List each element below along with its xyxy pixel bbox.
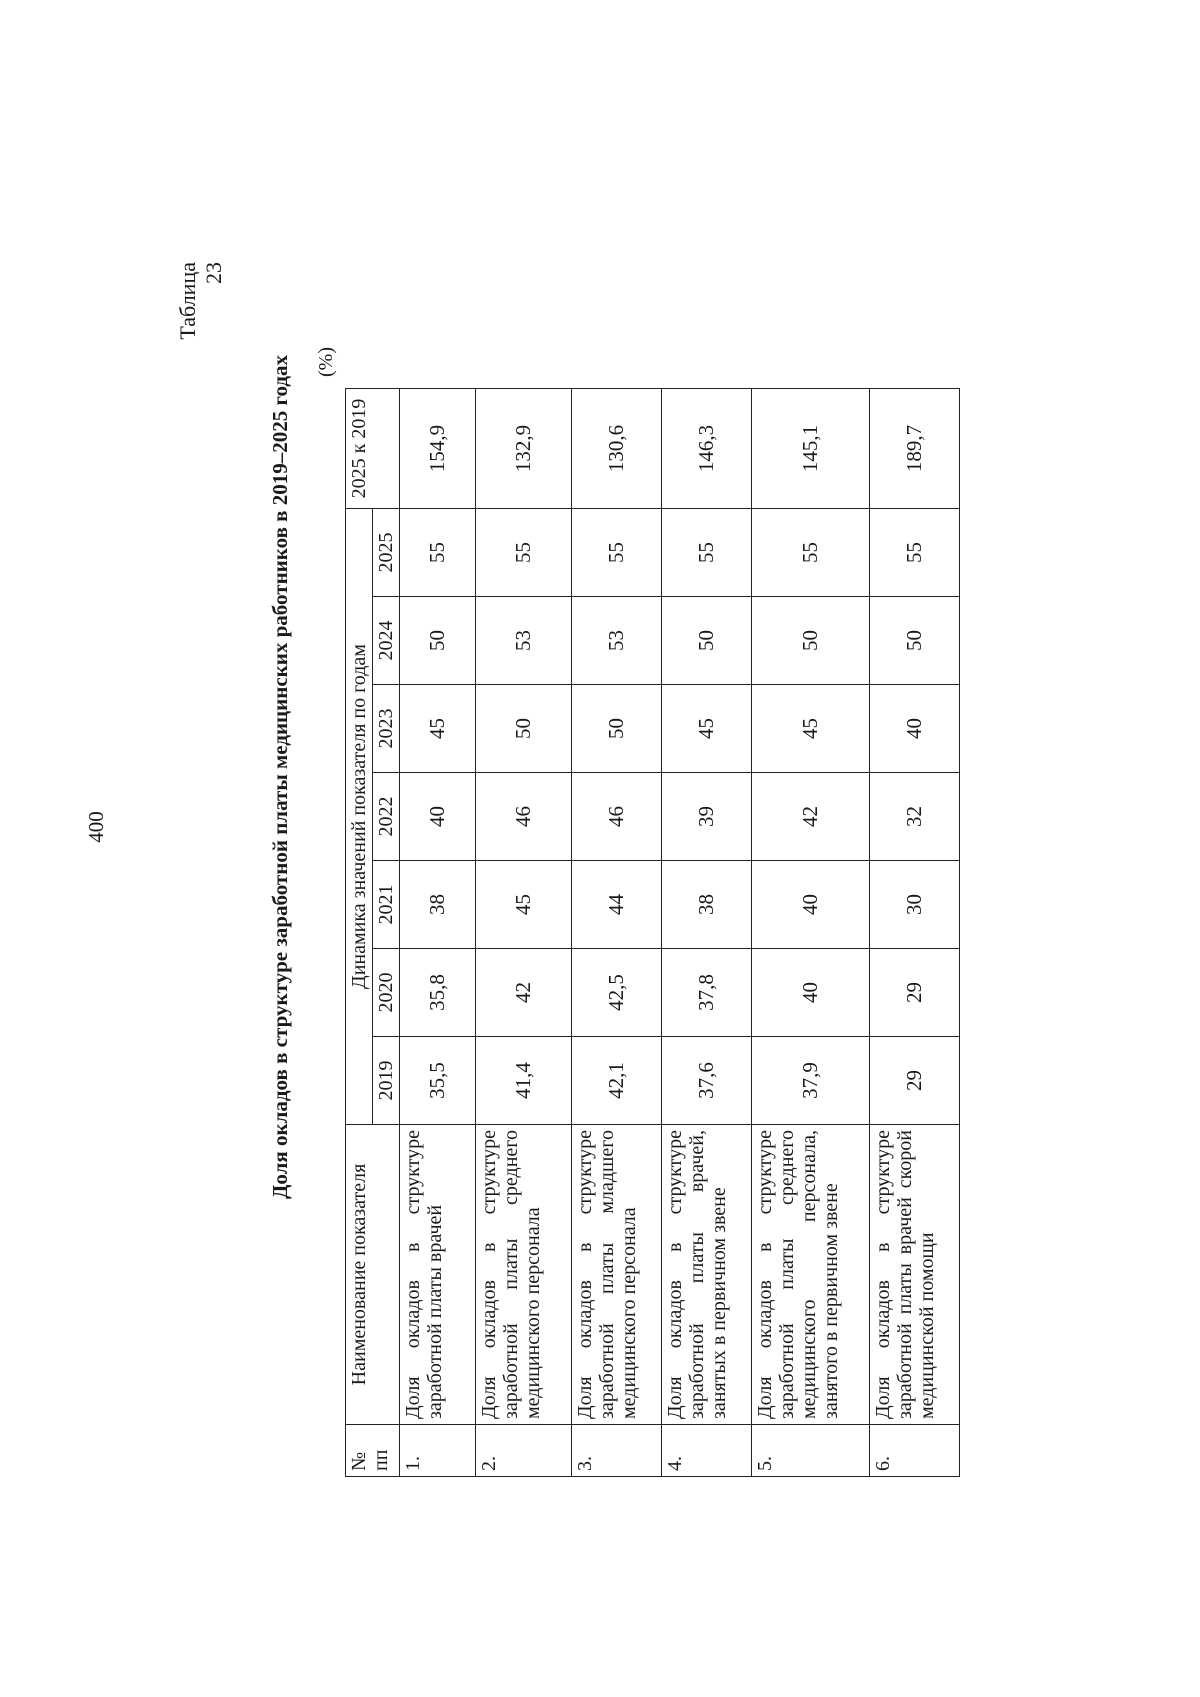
table-row: [400, 389, 476, 1477]
row-ratio: 146,3: [662, 389, 752, 509]
header-dynamics: Динамика значений показателя по годам: [346, 509, 373, 1125]
row-value-2023: 45: [752, 685, 870, 773]
row-value-2021: 38: [662, 861, 752, 949]
header-year: 2021: [373, 861, 400, 949]
row-value-2023: 50: [476, 685, 572, 773]
data-table: [345, 388, 960, 1477]
header-year: 2025: [373, 509, 400, 597]
row-value-2022: 46: [476, 773, 572, 861]
table-row: [476, 389, 572, 1477]
row-ratio: 132,9: [476, 389, 572, 509]
row-value-2020: 42: [476, 949, 572, 1037]
row-value-2020: 42,5: [572, 949, 662, 1037]
row-value-2025: 55: [752, 509, 870, 597]
row-number: 1.: [400, 1425, 476, 1477]
header-name: Наименование показателя: [346, 1125, 400, 1425]
table-row: [572, 389, 662, 1477]
row-value-2023: 50: [572, 685, 662, 773]
row-value-2019: 42,1: [572, 1037, 662, 1125]
row-value-2025: 55: [870, 509, 960, 597]
row-value-2020: 37,8: [662, 949, 752, 1037]
row-value-2022: 39: [662, 773, 752, 861]
row-value-2024: 53: [572, 597, 662, 685]
row-value-2022: 46: [572, 773, 662, 861]
row-value-2019: 35,5: [400, 1037, 476, 1125]
page-number: 400: [84, 811, 108, 843]
header-year: 2023: [373, 685, 400, 773]
table-row: [752, 389, 870, 1477]
row-value-2021: 45: [476, 861, 572, 949]
row-value-2020: 29: [870, 949, 960, 1037]
row-number: 3.: [572, 1425, 662, 1477]
row-number: 5.: [752, 1425, 870, 1477]
row-value-2024: 50: [752, 597, 870, 685]
header-year: 2019: [373, 1037, 400, 1125]
row-value-2021: 30: [870, 861, 960, 949]
row-value-2024: 50: [870, 597, 960, 685]
row-indicator-name: Доля окладов в структуре заработной платы врачей: [400, 1125, 476, 1425]
row-value-2024: 50: [400, 597, 476, 685]
row-value-2022: 40: [400, 773, 476, 861]
row-value-2019: 37,6: [662, 1037, 752, 1125]
row-ratio: 154,9: [400, 389, 476, 509]
row-value-2025: 55: [400, 509, 476, 597]
table-row: [662, 389, 752, 1477]
row-value-2021: 40: [752, 861, 870, 949]
row-indicator-name: Доля окладов в структуре заработной платы врачей скорой медицинской помощи: [870, 1125, 960, 1425]
row-indicator-name: Доля окладов в структуре заработной платы младшего медицинского персонала: [572, 1125, 662, 1425]
table-title: Доля окладов в структуре заработной платы медицинских работников в 2019–2025 годах: [268, 354, 292, 1200]
table-header: [346, 389, 400, 1477]
row-value-2020: 35,8: [400, 949, 476, 1037]
table-label-word: Таблица: [175, 262, 200, 340]
table-row: [870, 389, 960, 1477]
row-value-2022: 42: [752, 773, 870, 861]
header-ratio: 2025 к 2019: [346, 389, 400, 509]
row-value-2019: 37,9: [752, 1037, 870, 1125]
row-value-2020: 40: [752, 949, 870, 1037]
header-number-abbr: пп: [370, 1449, 392, 1471]
row-value-2023: 45: [400, 685, 476, 773]
row-value-2022: 32: [870, 773, 960, 861]
header-year: 2024: [373, 597, 400, 685]
row-value-2024: 53: [476, 597, 572, 685]
table-body: [400, 389, 960, 1477]
header-number-symbol: №: [348, 1451, 370, 1471]
row-value-2021: 44: [572, 861, 662, 949]
table-label-number: 23: [201, 262, 226, 284]
row-ratio: 130,6: [572, 389, 662, 509]
header-year: 2022: [373, 773, 400, 861]
row-ratio: 145,1: [752, 389, 870, 509]
row-value-2024: 50: [662, 597, 752, 685]
row-value-2021: 38: [400, 861, 476, 949]
table-label: [175, 262, 227, 392]
row-indicator-name: Доля окладов в структуре заработной платы врачей, занятых в первичном звене: [662, 1125, 752, 1425]
row-value-2025: 55: [476, 509, 572, 597]
header-year: 2020: [373, 949, 400, 1037]
row-value-2019: 41,4: [476, 1037, 572, 1125]
row-number: 6.: [870, 1425, 960, 1477]
header-number: [346, 1425, 400, 1477]
row-ratio: 189,7: [870, 389, 960, 509]
row-value-2019: 29: [870, 1037, 960, 1125]
row-value-2025: 55: [572, 509, 662, 597]
row-value-2025: 55: [662, 509, 752, 597]
row-number: 4.: [662, 1425, 752, 1477]
row-indicator-name: Доля окладов в структуре заработной платы среднего медицинского персонала: [476, 1125, 572, 1425]
row-value-2023: 45: [662, 685, 752, 773]
row-indicator-name: Доля окладов в структуре заработной платы среднего медицинского персонала, занятого в первичном звене: [752, 1125, 870, 1425]
row-value-2023: 40: [870, 685, 960, 773]
row-number: 2.: [476, 1425, 572, 1477]
unit-label: (%): [315, 347, 337, 377]
